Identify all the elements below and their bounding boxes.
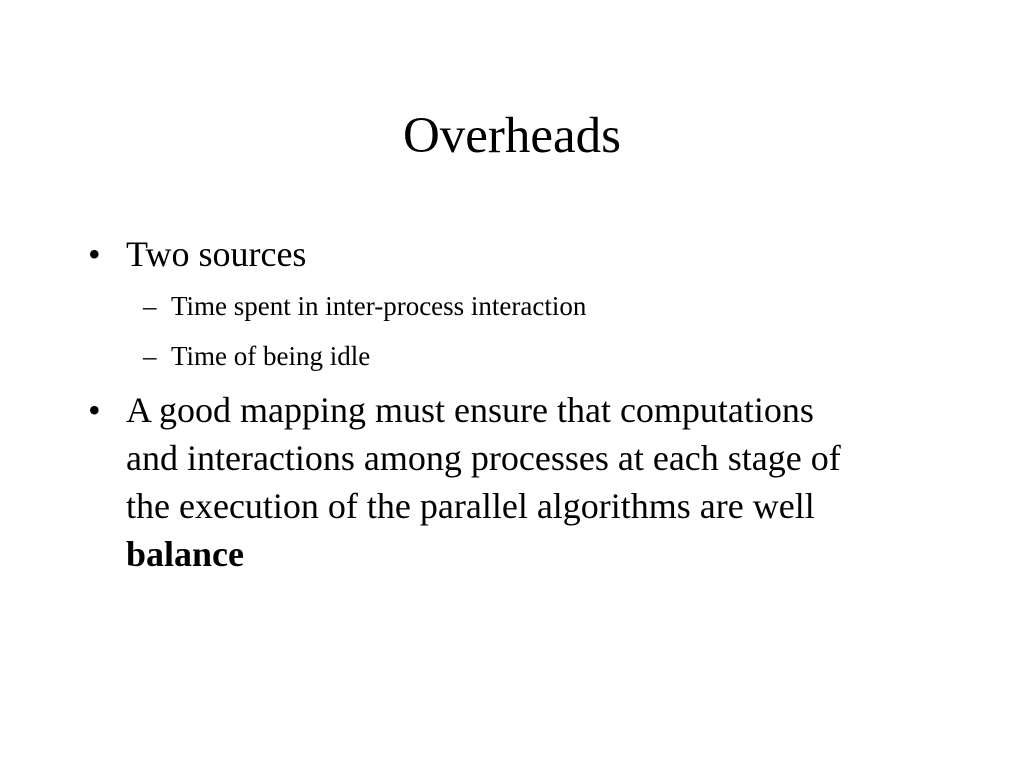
bullet-icon: • <box>88 390 101 430</box>
bullet-paragraph <box>126 386 946 578</box>
paragraph-line: the execution of the parallel algorithms are well <box>126 486 815 526</box>
emphasis-word: balance <box>126 534 245 574</box>
bullet-icon: • <box>88 234 101 274</box>
paragraph-line: and interactions among processes at each stage of <box>126 438 841 478</box>
subitem-text: Time spent in inter-process interaction <box>171 291 587 321</box>
dash-icon: – <box>143 291 157 321</box>
slide-title: Overheads <box>402 108 622 164</box>
bullet-text: Two sources <box>126 234 307 274</box>
subitem-text: Time of being idle <box>171 341 371 371</box>
dash-icon: – <box>143 341 157 371</box>
paragraph-line: A good mapping must ensure that computations <box>126 390 814 430</box>
